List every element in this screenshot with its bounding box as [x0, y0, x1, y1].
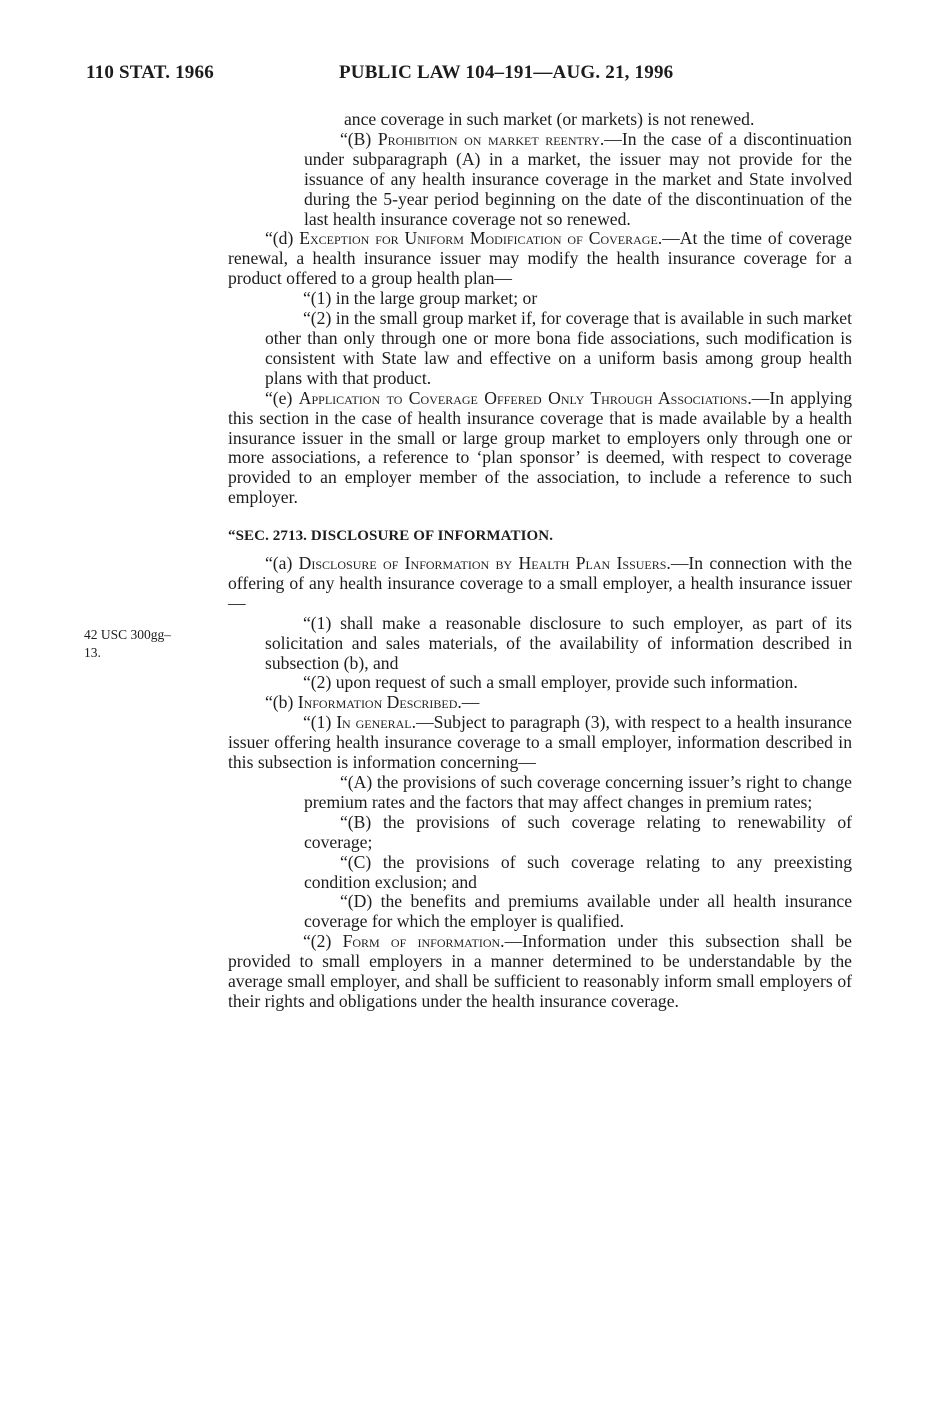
- heading-disclosure: Disclosure of Information by Health Plan Issuers.: [298, 553, 671, 574]
- margin-citation: [84, 626, 194, 662]
- paragraph-continuation: ance coverage in such market (or markets) is not renewed.: [344, 109, 755, 129]
- section-heading: “SEC. 2713. DISCLOSURE OF INFORMATION.: [228, 528, 554, 545]
- heading-application: Application to Coverage Offered Only Through Associations.: [298, 387, 752, 408]
- margin-citation-line1: 42 USC 300gg–: [84, 627, 172, 642]
- heading-exception: Exception for Uniform Modification of Coverage.: [299, 228, 663, 249]
- heading-information-described: Information Described.: [297, 692, 462, 713]
- paragraph-d-1: “(1) in the large group market; or: [303, 288, 538, 309]
- paragraph-b-1-A: “(A) the provisions of such coverage concerning issuer’s right to change premium rates and the factors that may affect changes in premium rates;: [304, 772, 852, 812]
- law-title: PUBLIC LAW 104–191—AUG. 21, 1996: [339, 62, 674, 83]
- heading-form-of-information: Form of information.: [342, 931, 505, 952]
- paragraph-d-exception: “(d) Exception for Uniform Modification of Coverage.—At the time of coverage renewal, a health insurance issuer may modify the health insurance coverage for a product offered to a group health plan—: [228, 228, 852, 289]
- paragraph-b-prohibition: “(B) Prohibition on market reentry.—In the case of a discontinuation under subparagraph (A) in a market, the issuer may not provide for the issuance of any health insurance coverage in the market and State involved during the 5-year period beginning on the date of the discontinuation of the last health insurance coverage not so renewed.: [304, 128, 852, 229]
- margin-citation-line2: 13.: [84, 645, 101, 660]
- paragraph-a-disclosure: “(a) Disclosure of Information by Health Plan Issuers.—In connection with the offering of any health insurance coverage to a small employer, a health insurance issuer—: [228, 553, 852, 613]
- paragraph-a-1: “(1) shall make a reasonable disclosure to such employer, as part of its solicitation and sales materials, of the availability of information described in subsection (b), and: [265, 612, 852, 673]
- stat-page-number: 110 STAT. 1966: [86, 62, 214, 83]
- heading-prohibition: Prohibition on market reentry.: [377, 128, 605, 149]
- paragraph-b-1-D: “(D) the benefits and premiums available under all health insurance coverage for which the employer is qualified.: [304, 891, 852, 932]
- paragraph-b-1: “(1) In general.—Subject to paragraph (3), with respect to a health insurance issuer offering health insurance coverage to a small employer, information described in this subsection is information concerning—: [228, 712, 852, 773]
- heading-in-general: In general.: [336, 712, 416, 733]
- paragraph-d-2: “(2) in the small group market if, for coverage that is available in such market other than only through one or more bona fide associations, such modification is consistent with State law and effective on a uniform basis among group health plans with that product.: [265, 308, 852, 388]
- paragraph-e-application: “(e) Application to Coverage Offered Only Through Associations.—In applying this section in the case of health insurance coverage that is made available by a health insurance issuer in the small or large group market to employers only through one or more associations, a reference to ‘plan sponsor’ is deemed, with respect to coverage provided to an employer member of the association, to include a reference to such employer.: [228, 387, 853, 508]
- paragraph-b-2: “(2) Form of information.—Information under this subsection shall be provided to small employers in a manner determined to be understandable by the average small employer, and shall be sufficient to reasonably inform small employers of their rights and obligations under the health insurance coverage.: [228, 931, 852, 1011]
- paragraph-b-information: “(b) Information Described.—: [265, 692, 480, 713]
- paragraph-a-2: “(2) upon request of such a small employer, provide such information.: [303, 672, 798, 693]
- paragraph-b-1-B: “(B) the provisions of such coverage relating to renewability of coverage;: [304, 811, 852, 852]
- document-body: [228, 110, 852, 1012]
- paragraph-b-1-C: “(C) the provisions of such coverage relating to any preexisting condition exclusion; and: [304, 851, 852, 892]
